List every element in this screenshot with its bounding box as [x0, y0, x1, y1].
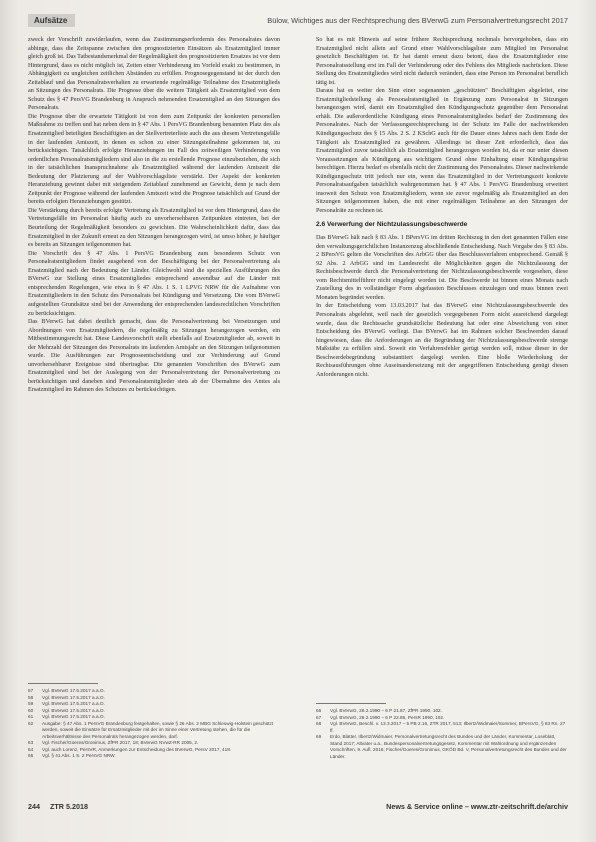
footnotes-right: [316, 708, 568, 760]
footnote-number: 60: [28, 707, 34, 713]
footnote: [316, 734, 568, 760]
footnote-number: 63: [28, 740, 34, 745]
page-number: 244: [28, 801, 40, 811]
footnote-number: 66: [316, 708, 322, 713]
footnote-text: Vgl. BVerwG 17.5.2017 a.a.O.: [42, 688, 105, 693]
footnote-text: Vgl. BVerwG 17.5.2017 a.a.O.: [42, 701, 105, 706]
footnote: [28, 753, 280, 760]
footnote-number: 68: [316, 721, 322, 726]
left-paragraph: Die Prognose über die erwartete Tätigkeit ist von dem zum Zeitpunkt der konkreten personellen Maßnahme zu treffen und hat neben dem in § 47 Abs. 1 PersVG Brandenburg benannten Platz des als Ersatzmitglied beteiligten Beschäftigten an der Stellvertreterliste auch die aus diesem Vertretungsfälle in der laufenden Amtszeit, in denen es schon zu einer Sitzungsteilnahme gekommen ist, zu berücksichtigen. Tatsächlich erfolgte Heranziehungen im Fall des zeitweiligen Verhinderung von ordentlichen Personalratsmitgliedern sind also in die zu erstellende Prognose einzubeziehen, die sich in der tatsächlichen Inanspruchnahme als Ersatzmitglied während der laufenden Amtszeit die Bedeutung der Platzierung auf der Wahlvorschlagsliste verstärkt. Der Aspekt der konkreten Heranziehung gewinnt dabei mit steigendem Zeitablauf zunehmend an Gewicht, denn je nach dem Zeitpunkt der Prognose während der laufenden Amtszeit wird die Prognose tatsächlich auf Grund der bereits erfolgten Heranziehungen gestützt.: [28, 113, 280, 206]
footnote-rule-right: [316, 703, 386, 704]
section-tag: Aufsätze: [28, 14, 75, 27]
footnote-number: 64: [28, 746, 34, 752]
footnote-number: 57: [28, 688, 34, 693]
footnote-number: 59: [28, 701, 34, 706]
footnote-number: 65: [28, 753, 34, 758]
left-paragraph: Die Vorschrift des § 47 Abs. 1 PersVG Brandenburg zum besonderen Schutz von Personalratsmitgliedern findet ausgehend von der Beschäftigung bei der Personalvertretung als Ersatzmitglied nach der Bedeutung der Länder. Gleichwohl sind die speziellen Ausführungen des BVerwG zur Stellung eines Ersatzmitgliedes entsprechend anwendbar auf die Länder mit entsprechenden Regelungen, wie etwa in § 47 Abs. 1 S. 1 LPVG NRW für die Aufnahme von Ersatzmitgliedern in den Schutz des Personalrats bei Kündigung und Versetzung. Die vom BVerwG aufgestellten Grundsätze sind bei der Anwendung der entsprechenden landesrechtlichen Vorschriften zu berücksichtigen.: [28, 250, 280, 317]
footnote-number: 67: [316, 714, 322, 720]
footnote-text: Erdo, Blatter, Ilbertz/Widmaier, Personalvertretungsrecht des Bundes und der Länder, Kommentar, Loseblatt, Stand 2017; Altvater u.a., Bundespersonalvertretungsgesetz, Kommentar mit Wahlordnung und ergänzenden Vorschriften, 9. Aufl. 2016; Fischer/Goeres/Gronimus, GKÖD Bd. V, Personalvertretungsrecht des Bundes und der Länder.: [330, 734, 567, 759]
right-paragraph: So hat es mit Hinweis auf seine frühere Rechtsprechung nochmals hervorgehoben, dass ein Ersatzmitglied nicht allein auf Grund einer Wahlvorschlagsliste zum Mitglied im Personalrat gesetzlich Beschäftigten ist. Er hat damit erneut dazu betont, dass die Ersatzmitglieder eine Personalratsstellung erst im Fall der Verhinderung oder des Fehlens des Mitglieds nachrücken. Diese Stellung des Ersatzmitgliedes wird nicht dadurch verändert, dass eine Person im Personalrat beruflich tätig ist.: [316, 37, 568, 86]
footnote-rule-left: [28, 683, 98, 684]
right-paragraph: Daraus hat es weiter den Sinn einer sogenannten „geschützten" Beschäftigten abgeleitet, eine Ersatzmitgliedstellung als Personalratsmitglied in Ergänzung zum Personalrat in Sitzungen herangezogen wird, damit ein Ersatzmitglied den Kündigungsschutz gegenüber dem Personalrat erhält. Die außerordentliche Kündigung eines Personalratsmitgliedes bedarf der Zustimmung des Personalrates. Nach der Verfassungsrechtsprechung ist der Schutz im Falle der nachwirkenden Kündigungsschutz des § 15 Abs. 2 S. 2 KSchG auch für die Dauer eines Jahres nach dem Ende der Tätigkeit als Ersatzmitglied zu gewähren. Allerdings ist dieser Zeit erforderlich, dass das Ersatzmitglied zuvor tatsächlich als Ersatzmitglied herangezogen worden ist, da er nur unter diesen Voraussetzungen als Kündigung aus wichtigem Grund ohne Einhaltung einer Kündigungsfrist berechtigen. Hierzu bedarf es ebenfalls nicht der Zustimmung des Personalrates. Dieser nachwirkende Kündigungsschutz tritt jedoch nur ein, wenn das Ersatzmitglied in der Vertretungszeit konkrete Personalratsaufgaben tatsächlich wahrgenommen hat. § 47 Abs. 1 PersVG Brandenburg erweitert insoweit den Schutz von Ersatzmitgliedern, wenn sie zuvor regelmäßig als Ersatzmitglied an den Sitzungen teilgenommen haben, die mit einer regelmäßigen Teilnahme an den Sitzungen der Personalräte zu rechnen ist.: [316, 88, 568, 214]
footnote-text: Vgl. § 41 Abs. 1 S. 2 PersVG NRW.: [42, 753, 116, 758]
left-paragraph: zweck der Vorschrift zuwiderlaufen, wenn das Zustimmungserfordernis des Personalrates davon abhinge, dass die Zeitspanne zwischen den prognostizierten Einsätzen als Ersatzmitglied immer gleich groß ist. Das Tatbestandsmerkmal der Regelmäßigkeit des prognostizierten Ersatzes ist vor dem Hintergrund, dass es nicht möglich ist, Zeiten einer Verhinderung im Vorfeld exakt zu bestimmen, in Abhängigkeit zu ungleichen zeitlichen Abständen zu erfüllen. Prognosegegenstand ist der durch den Zeitablauf und das Personalratsverhalten zu erwartende regelmäßige Teilnahme des Ersatzmitglieds an Sitzungen des Personalrats. Die Prognose über die weitere Tätigkeit als Ersatzmitglied von dem Schutz des § 47 PersVG Brandenburg in Anspruch nehmenden Ersatzmitglied an den Sitzungen des Personalrats.: [28, 37, 280, 112]
footnote-number: 61: [28, 714, 34, 719]
footnote-text: Vgl. BVerwG 17.5.2017 a.a.O.: [42, 714, 105, 719]
footnote-number: 69: [316, 734, 322, 739]
section-heading: 2.6 Verwerfung der Nichtzulassungsbeschwerde: [316, 221, 468, 229]
left-paragraph: Die Verstärkung durch bereits erfolgte Vertretung als Ersatzmitglied ist vor dem Hintergrund, dass die Vertretungsfälle im Personalrat häufig auch zu unvorhersehbaren Zeitpunkten eintreten, bei der Beurteilung der Regelmäßigkeit besonders zu gewichten. Die Wahrscheinlichkeit dafür, dass das Ersatzmitglied in der Zukunft erneut zu den Sitzungen herangezogen wird, ist umso höher, je häufiger es bereits an Sitzungen teilgenommen hat.: [28, 207, 280, 249]
footnote-text: Vgl. BVerwG 17.5.2017 a.a.O.: [42, 707, 105, 713]
footnote-text: Vgl. auch Lorenz, PersVR, Anmerkungen zur Entscheidung des BVerwG, PersV 2017, 418.: [42, 746, 232, 752]
running-title: Bülow, Wichtiges aus der Rechtsprechung des BVerwG zum Personalvertretungsrecht 2017: [267, 15, 568, 25]
footer-archive-link[interactable]: News & Service online – www.ztr-zeitschrift.de/archiv: [386, 801, 568, 811]
page-shadow-right: [578, 0, 596, 842]
footnote-text: Vgl. BVerwG, Beschl. v. 13.3.2017 – 5 PB 2.16, ZTR 2017, 513; Ilbertz/Widmaier/Sommer, BPersVG, § 83 Rn. 27 ff.: [330, 721, 566, 733]
right-paragraph: In der Entscheidung vom 13.03.2017 hat das BVerwG eine Nichtzulassungsbeschwerde des Personalrats abgelehnt, weil nach der gesetzlich vorgegebenen Form nicht ausreichend dargelegt wurde, dass die Rechtssache grundsätzliche Bedeutung hat oder eine Abweichung von einer Entscheidung des BVerwG vorliegt. Das BVerwG hat im Rahmen solcher Beschwerden darauf hingewiesen, dass die Anforderungen an die Begründung der Nichtzulassungsbeschwerde strenge Maßstäbe zu erfüllen sind. Soweit ein Verfahrensfehler gerügt werden soll, müsse dieser in der Beschwerdebegründung substantiiert dargelegt werden. Eine bloße Wiederholung der Rechtsausführungen ohne Auseinandersetzung mit der angegriffenen Entscheidung genügt diesen Anforderungen nicht.: [316, 303, 568, 378]
journal-issue: ZTR 5.2018: [50, 801, 88, 811]
right-paragraph: Das BVerwG hält nach § 83 Abs. 1 BPersVG im dritten Rechtszug in den dort genannten Fällen eine den verwaltungsgerichtlichen Instanzenzug abschließende Entscheidung. Nach Vorgabe des § 83 Abs. 2 BPersVG gelten die Vorschriften des ArbGG über das Beschlussverfahren entsprechend. Gemäß § 92 Abs. 2 ArbGG sind im Landesrecht die Möglichkeiten gegen die Nichtzulassung der Rechtsbeschwerde durch die Personalvertretung der Nichtzulassungsbeschwerde vorgesehen, diese vom Rechtsmittelführer nicht eingelegt worden ist. Die Beschwerde ist binnen eines Monats nach Zustellung des in vollständiger Form abgefassten Beschlusses einzulegen und muss binnen zwei Monaten begründet werden.: [316, 235, 568, 301]
left-paragraph: Das BVerwG hat dabei deutlich gemacht, dass die Personalvertretung bei Versetzungen und Abordnungen von Ersatzmitgliedern, die regelmäßig zu Sitzungen herangezogen werden, ein Mitbestimmungsrecht hat. Diese Landesvorschrift stellt ebenfalls auf Ersatzmitglieder ab, soweit in der Mehrzahl der Sitzungen des Personalrats im laufenden Amtsjahr an den Sitzungen teilgenommen wurde. Die Ausführungen zur Prognoseentscheidung und zur Verhinderung auf Grund unvorhersehbarer Ereignisse sind übertragbar. Die genannten Vorschriften des BVerwG zum Ersatzmitglied sind bei der Auslegung von der Personalvertretung der Personalvertretung zu berücksichtigen und daneben sind Personalratsmitglieder stets ab der Übernahme des Amtes als Ersatzmitglied im Rahmen des Schutzes zu berücksichtigen.: [28, 319, 280, 394]
footnote-text: Vgl. BVerwG 17.5.2017 a.a.O.: [42, 694, 105, 700]
footnote-number: 62: [28, 720, 34, 726]
footnote: [316, 721, 568, 734]
page-footer: [28, 800, 568, 812]
page-shadow-left: [0, 0, 18, 842]
right-column: [316, 36, 568, 656]
footnote-number: 58: [28, 694, 34, 700]
footnote: [28, 721, 280, 741]
footnote-text: Ausgabe: § 47 Abs. 1 PersVG Brandenburg festgehalten, sowie § 26 Abs. 2 MBG Schleswig-Holstein geschützt werden, soweit die Einsätze für Ersatzmitglieder mit der im Sinne einer Vertretung stehen, die für die Arbeitsverhältnisse des Personalrats herangezogen werden, darf.: [42, 720, 274, 739]
footnote-text: Vgl. BVerwG, 28.2.1990 – 6 P 22.86, PersR 1990, 102.: [330, 714, 445, 720]
page-header: [28, 13, 568, 27]
footnote-text: Vgl. Fischer/Goeres/Gronimus, ZfPR 2017, 18; BVerwG NVwZ-RR 2005, 2.: [42, 740, 199, 745]
footnotes-left: [28, 688, 280, 760]
footnote-text: Vgl. BVerwG, 28.2.1990 – 6 P 21.87, ZfPR 1990, 102.: [330, 708, 442, 713]
left-column: [28, 36, 280, 656]
